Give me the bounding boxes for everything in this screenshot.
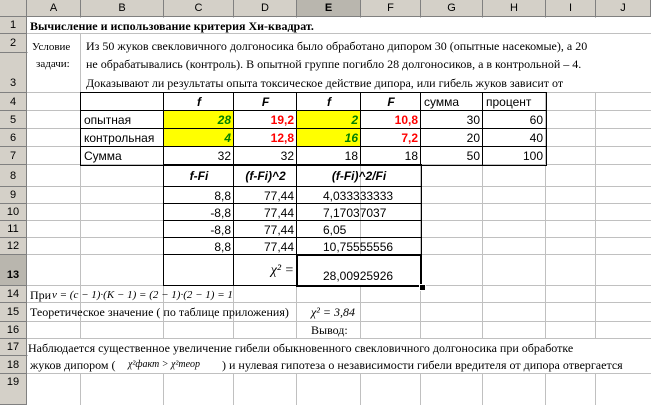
table1-row-label[interactable]: контрольная	[84, 131, 155, 145]
table2-border	[163, 254, 422, 255]
table2-cell[interactable]: 10,75555556	[323, 239, 394, 254]
row-header-3[interactable]: 3	[0, 53, 27, 93]
column-header-c[interactable]: C	[164, 0, 234, 17]
table2-cell[interactable]: 8,8	[214, 188, 231, 203]
table2-border	[163, 186, 422, 187]
row-header-1[interactable]: 1	[0, 17, 27, 34]
table1-cell[interactable]: 7,2	[401, 131, 418, 145]
table2-border	[163, 220, 422, 221]
table1-cell[interactable]: 40	[529, 131, 543, 145]
table2-border	[163, 237, 422, 238]
table2-cell[interactable]: 77,44	[263, 188, 294, 203]
row17-text[interactable]: Наблюдается существенное увеличение гибели обыкновенного свекловичного долгоносика при обработке	[28, 341, 574, 355]
table2-cell[interactable]: 4,033333333	[323, 188, 394, 203]
chi-square-label[interactable]: χ² =	[270, 262, 294, 278]
table1-border	[80, 146, 547, 147]
row-header-14[interactable]: 14	[0, 286, 27, 303]
table1-header-percent[interactable]: процент	[486, 95, 532, 109]
row-header-16[interactable]: 16	[0, 322, 27, 339]
condition-line-1[interactable]: Из 50 жуков свекловичного долгоносика было обработано дипором 30 (опытные насекомые), а 20	[86, 39, 588, 53]
table1-cell[interactable]: 20	[466, 131, 480, 145]
table1-border	[482, 92, 483, 166]
table1-header-sum[interactable]: сумма	[424, 95, 460, 109]
row-header-9[interactable]: 9	[0, 187, 27, 204]
table2-header[interactable]: (f-Fi)^2	[245, 169, 286, 183]
condition-label-1[interactable]: Условие	[32, 41, 71, 53]
table1-cell[interactable]: 18	[404, 149, 418, 163]
table1-cell[interactable]: 12,8	[270, 131, 294, 145]
table1-border	[233, 92, 234, 166]
condition-line-2[interactable]: не обрабатывались (контроль). В опытной группе погибло 28 долгоносиков, а в контрольной – 4.	[86, 57, 582, 71]
table1-border	[163, 92, 164, 166]
table1-cell[interactable]: 32	[280, 149, 294, 163]
table1-header-F1[interactable]: F	[261, 95, 270, 109]
table2-border	[296, 164, 297, 255]
row14-formula[interactable]: ν = (c − 1)·(K − 1) = (2 − 1)·(2 − 1) = 1	[52, 289, 233, 301]
row-header-4[interactable]: 4	[0, 93, 27, 111]
row-header-12[interactable]: 12	[0, 238, 27, 255]
column-header-i[interactable]: I	[546, 0, 596, 17]
table1-border	[80, 128, 547, 129]
select-all-corner[interactable]	[0, 0, 27, 17]
fill-handle[interactable]	[419, 284, 426, 291]
gridline	[27, 321, 651, 322]
table1-row-label[interactable]: опытная	[84, 113, 132, 127]
table2-cell[interactable]: -8,8	[210, 222, 231, 237]
table2-cell[interactable]: 7,17037037	[323, 205, 387, 220]
table2-cell[interactable]: 77,44	[263, 239, 294, 254]
row18-suffix[interactable]: ) и нулевая гипотеза о независимости гибели вредителя от дипора отвергается	[222, 358, 623, 372]
column-header-g[interactable]: G	[421, 0, 483, 17]
table2-header[interactable]: f-Fi	[189, 169, 209, 183]
row14-prefix[interactable]: При	[30, 288, 52, 302]
table1-cell[interactable]: 28	[164, 111, 234, 129]
table1-header-f1[interactable]: f	[197, 95, 201, 109]
table2-cell[interactable]: 77,44	[263, 205, 294, 220]
table1-cell[interactable]: 100	[522, 149, 543, 163]
table1-cell[interactable]: 4	[164, 129, 234, 147]
row16-text[interactable]: Вывод:	[311, 323, 348, 337]
table2-border	[233, 164, 234, 255]
row-header-15[interactable]: 15	[0, 303, 27, 322]
sheet-title[interactable]: Вычисление и использование критерия Хи-квадрат.	[30, 19, 314, 33]
row-header-6[interactable]: 6	[0, 129, 27, 147]
table1-cell[interactable]: 18	[344, 149, 358, 163]
table2-cell[interactable]: 6,05	[323, 222, 347, 237]
table2-cell[interactable]: -8,8	[210, 205, 231, 220]
row-header-19[interactable]: 19	[0, 374, 27, 405]
table1-cell[interactable]: 16	[297, 129, 361, 147]
row18-prefix[interactable]: жуков дипором (	[30, 358, 116, 372]
column-header-j[interactable]: J	[596, 0, 651, 17]
column-header-b[interactable]: B	[81, 0, 164, 17]
column-header-f[interactable]: F	[361, 0, 421, 17]
table1-cell[interactable]: 30	[466, 113, 480, 127]
row-header-18[interactable]: 18	[0, 356, 27, 374]
table2-header[interactable]: (f-Fi)^2/Fi	[331, 169, 387, 183]
row-header-2[interactable]: 2	[0, 34, 27, 53]
row-header-11[interactable]: 11	[0, 221, 27, 238]
column-header-d[interactable]: D	[234, 0, 297, 17]
table1-cell[interactable]: 32	[217, 149, 231, 163]
column-header-e[interactable]: E	[297, 0, 361, 17]
table1-cell[interactable]: 60	[529, 113, 543, 127]
row-header-8[interactable]: 8	[0, 165, 27, 187]
table1-cell[interactable]: 10,8	[394, 113, 418, 127]
table1-cell[interactable]: 2	[297, 111, 361, 129]
condition-line-3[interactable]: Доказывают ли результаты опыта токсическое действие дипора, или гибель жуков зависит от	[86, 76, 564, 90]
row15-formula[interactable]: χ² = 3,84	[311, 305, 355, 319]
row-header-10[interactable]: 10	[0, 204, 27, 221]
row15-text[interactable]: Теоретическое значение ( по таблице приложения)	[30, 305, 289, 319]
row-header-13[interactable]: 13	[0, 255, 27, 286]
table1-border	[80, 110, 547, 111]
table1-border	[360, 92, 361, 166]
condition-label-2[interactable]: задачи:	[36, 58, 70, 70]
table2-border	[233, 254, 234, 286]
row-header-17[interactable]: 17	[0, 339, 27, 356]
row-header-7[interactable]: 7	[0, 147, 27, 165]
table1-cell[interactable]: 50	[466, 149, 480, 163]
column-header-h[interactable]: H	[483, 0, 546, 17]
row18-formula[interactable]: χ²факт > χ²теор	[128, 359, 200, 370]
table2-border	[163, 203, 422, 204]
table1-border	[296, 92, 297, 166]
chi-square-value[interactable]: 28,00925926	[323, 269, 394, 283]
table1-cell[interactable]: 19,2	[270, 113, 294, 127]
gridline	[27, 373, 651, 374]
gridline	[27, 302, 651, 303]
column-header-a[interactable]: A	[27, 0, 81, 17]
table2-cell[interactable]: 77,44	[263, 222, 294, 237]
table1-header-f2[interactable]: f	[327, 95, 331, 109]
row-header-5[interactable]: 5	[0, 111, 27, 129]
table1-header-F2[interactable]: F	[387, 95, 395, 109]
table2-cell[interactable]: 8,8	[214, 239, 231, 254]
table1-row-label[interactable]: Сумма	[84, 149, 122, 163]
table1-border	[420, 92, 421, 166]
